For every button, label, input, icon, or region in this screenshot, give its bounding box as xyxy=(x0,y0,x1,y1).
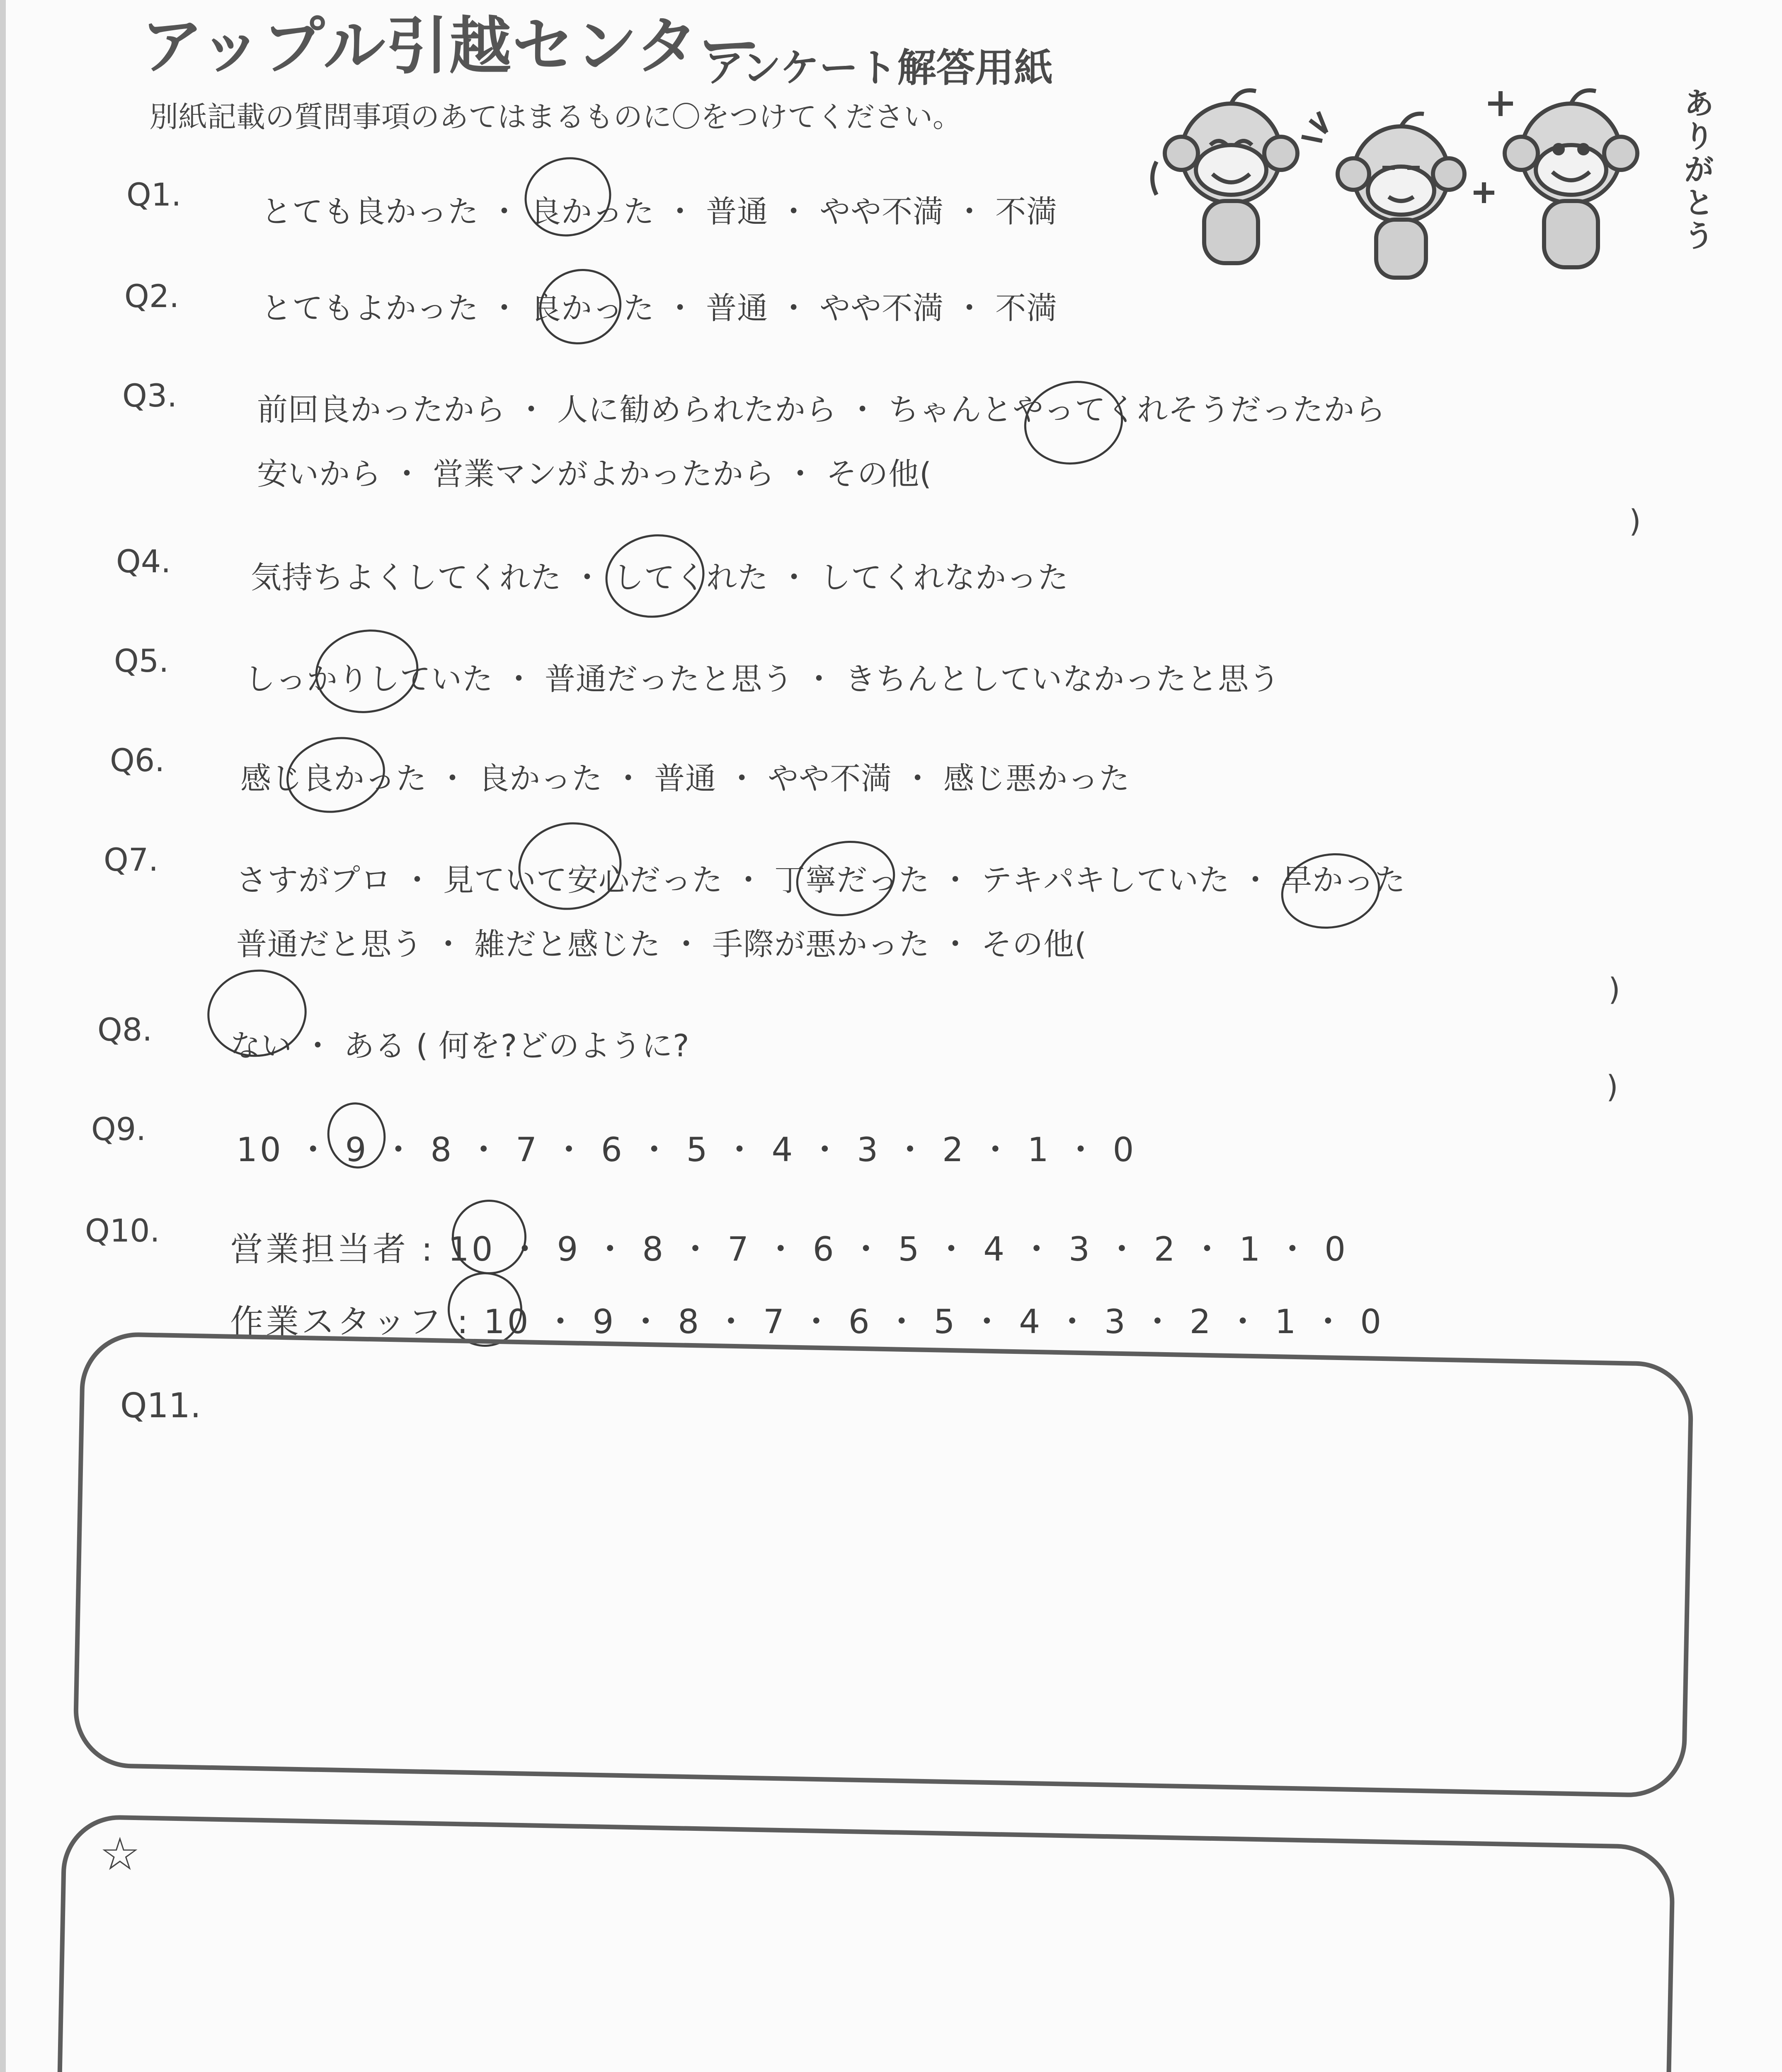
answer-circle-q6 xyxy=(279,728,392,822)
q11-label: Q11. xyxy=(120,1386,201,1426)
q3-options-line1: 前回良かったから ・ 人に勧められたから ・ ちゃんとやってくれそうだったから xyxy=(257,392,1386,428)
form-subtitle: アンケート解答用紙 xyxy=(705,46,1053,91)
q5-options: しっかりしていた ・ 普通だったと思う ・ きちんとしていなかったと思う xyxy=(245,661,1280,697)
question-number-1: Q1. xyxy=(126,176,182,213)
answer-circle-q7-anshin xyxy=(512,814,629,918)
question-number-4: Q4. xyxy=(116,543,171,580)
answer-circle-q5 xyxy=(309,622,425,721)
q6-options: 感じ良かった ・ 良かった ・ 普通 ・ やや不満 ・ 感じ悪かった xyxy=(240,761,1130,796)
question-number-3: Q3. xyxy=(122,377,177,414)
question-number-5: Q5. xyxy=(114,642,169,679)
question-number-2: Q2. xyxy=(124,278,179,315)
answer-circle-q2 xyxy=(529,259,631,355)
thanks-text: ありがとう xyxy=(1679,87,1714,253)
q8-paren-close: ) xyxy=(1606,1069,1618,1105)
question-number-6: Q6. xyxy=(110,742,165,779)
star-label: ☆ xyxy=(99,1828,141,1881)
monkey-mascots-illustration xyxy=(1148,62,1708,294)
q3-paren-close: ) xyxy=(1629,503,1641,539)
company-title: アップル引越センター xyxy=(141,10,762,82)
answer-circle-q4 xyxy=(599,527,711,626)
question-number-10: Q10. xyxy=(85,1212,160,1249)
q10-sales-scale: 営業担当者 : 10 ・ 9 ・ 8 ・ 7 ・ 6 ・ 5 ・ 4 ・ 3 ・ 2 ・ 1 ・ 0 xyxy=(230,1230,1348,1268)
scan-edge xyxy=(0,0,6,2072)
q10-staff-scale: 作業スタッフ : 10 ・ 9 ・ 8 ・ 7 ・ 6 ・ 5 ・ 4 ・ 3 ・ 2 ・ 1 ・ 0 xyxy=(230,1302,1384,1341)
q1-options: とても良かった ・ 良かった ・ 普通 ・ やや不満 ・ 不満 xyxy=(261,194,1058,230)
question-number-8: Q8. xyxy=(97,1011,153,1048)
question-number-9: Q9. xyxy=(91,1111,146,1147)
question-number-7: Q7. xyxy=(104,841,159,878)
q4-options: 気持ちよくしてくれた ・ してくれた ・ してくれなかった xyxy=(251,560,1069,595)
q7-options-line2: 普通だと思う ・ 雑だと感じた ・ 手際が悪かった ・ その他( xyxy=(236,927,1087,962)
q7-paren-close: ) xyxy=(1608,972,1620,1007)
q9-scale: 10 ・ 9 ・ 8 ・ 7 ・ 6 ・ 5 ・ 4 ・ 3 ・ 2 ・ 1 ・ 0 xyxy=(236,1130,1137,1169)
instruction-text: 別紙記載の質問事項のあてはまるものに〇をつけてください。 xyxy=(149,100,962,134)
q2-options: とてもよかった ・ 良かった ・ 普通 ・ やや不満 ・ 不満 xyxy=(261,290,1058,326)
q7-options-line1: さすがプロ ・ 見ていて安心だった ・ 丁寧だった ・ テキパキしていた ・ 早かった xyxy=(236,862,1406,898)
q8-options: ない ・ ある ( 何を?どのように? xyxy=(230,1028,690,1064)
q11-answer-box xyxy=(73,1331,1694,1798)
star-answer-box xyxy=(54,1814,1675,2072)
answer-circle-q7-teinei xyxy=(790,833,901,924)
q3-options-line2: 安いから ・ 営業マンがよかったから ・ その他( xyxy=(257,456,932,492)
